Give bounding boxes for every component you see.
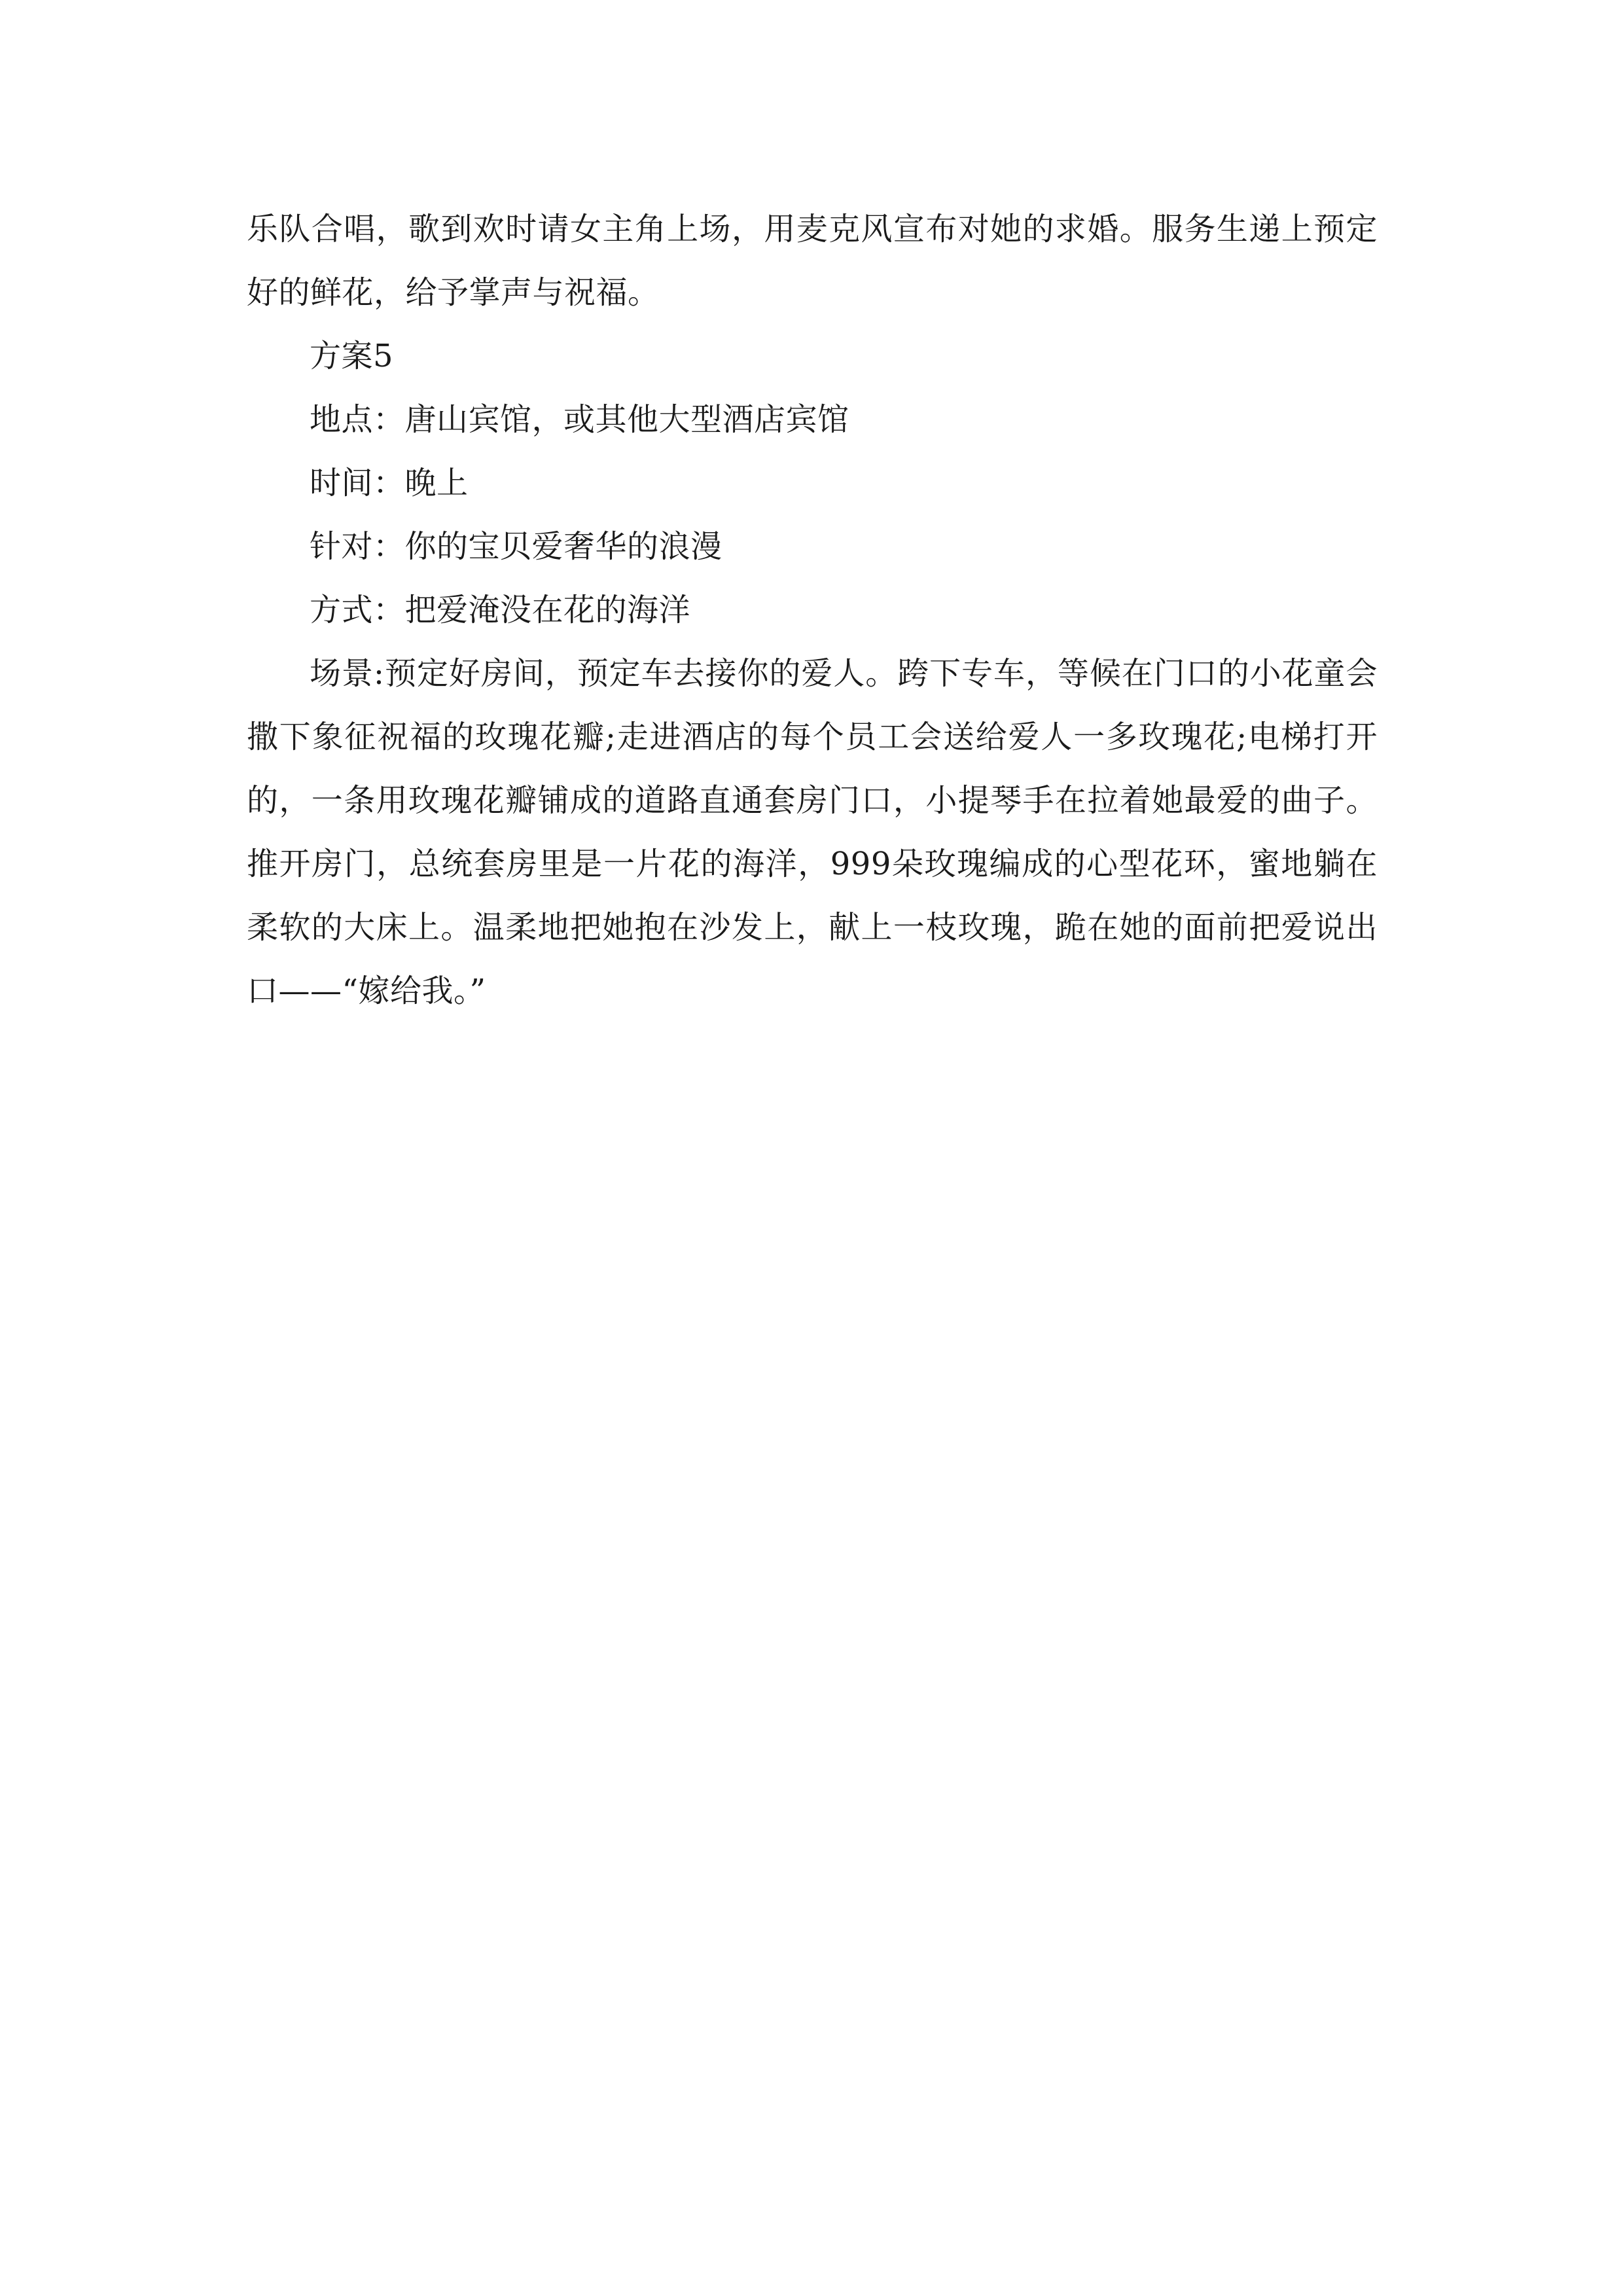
document-body — [247, 198, 1378, 1023]
plan-scene: 场景:预定好房间，预定车去接你的爱人。跨下专车，等候在门口的小花童会撒下象征祝福的玫瑰花瓣;走进酒店的每个员工会送给爱人一多玫瑰花;电梯打开的，一条用玫瑰花瓣铺成的道路直通套房门口，小提琴手在拉着她最爱的曲子。推开房门，总统套房里是一片花的海洋，999朵玫瑰编成的心型花环，蜜地躺在柔软的大床上。温柔地把她抱在沙发上，献上一枝玫瑰，跪在她的面前把爱说出口——“嫁给我。” — [247, 655, 1378, 1009]
plan-time: 时间：晚上 — [310, 465, 469, 501]
paragraph-continuation: 乐队合唱，歌到欢时请女主角上场，用麦克风宣布对她的求婚。服务生递上预定好的鲜花，给予掌声与祝福。 — [247, 211, 1378, 311]
plan-heading: 方案5 — [310, 338, 394, 374]
plan-method: 方式：把爱淹没在花的海洋 — [310, 592, 691, 628]
plan-location: 地点：唐山宾馆，或其他大型酒店宾馆 — [310, 401, 849, 438]
plan-target: 针对：你的宝贝爱奢华的浪漫 — [310, 528, 722, 565]
